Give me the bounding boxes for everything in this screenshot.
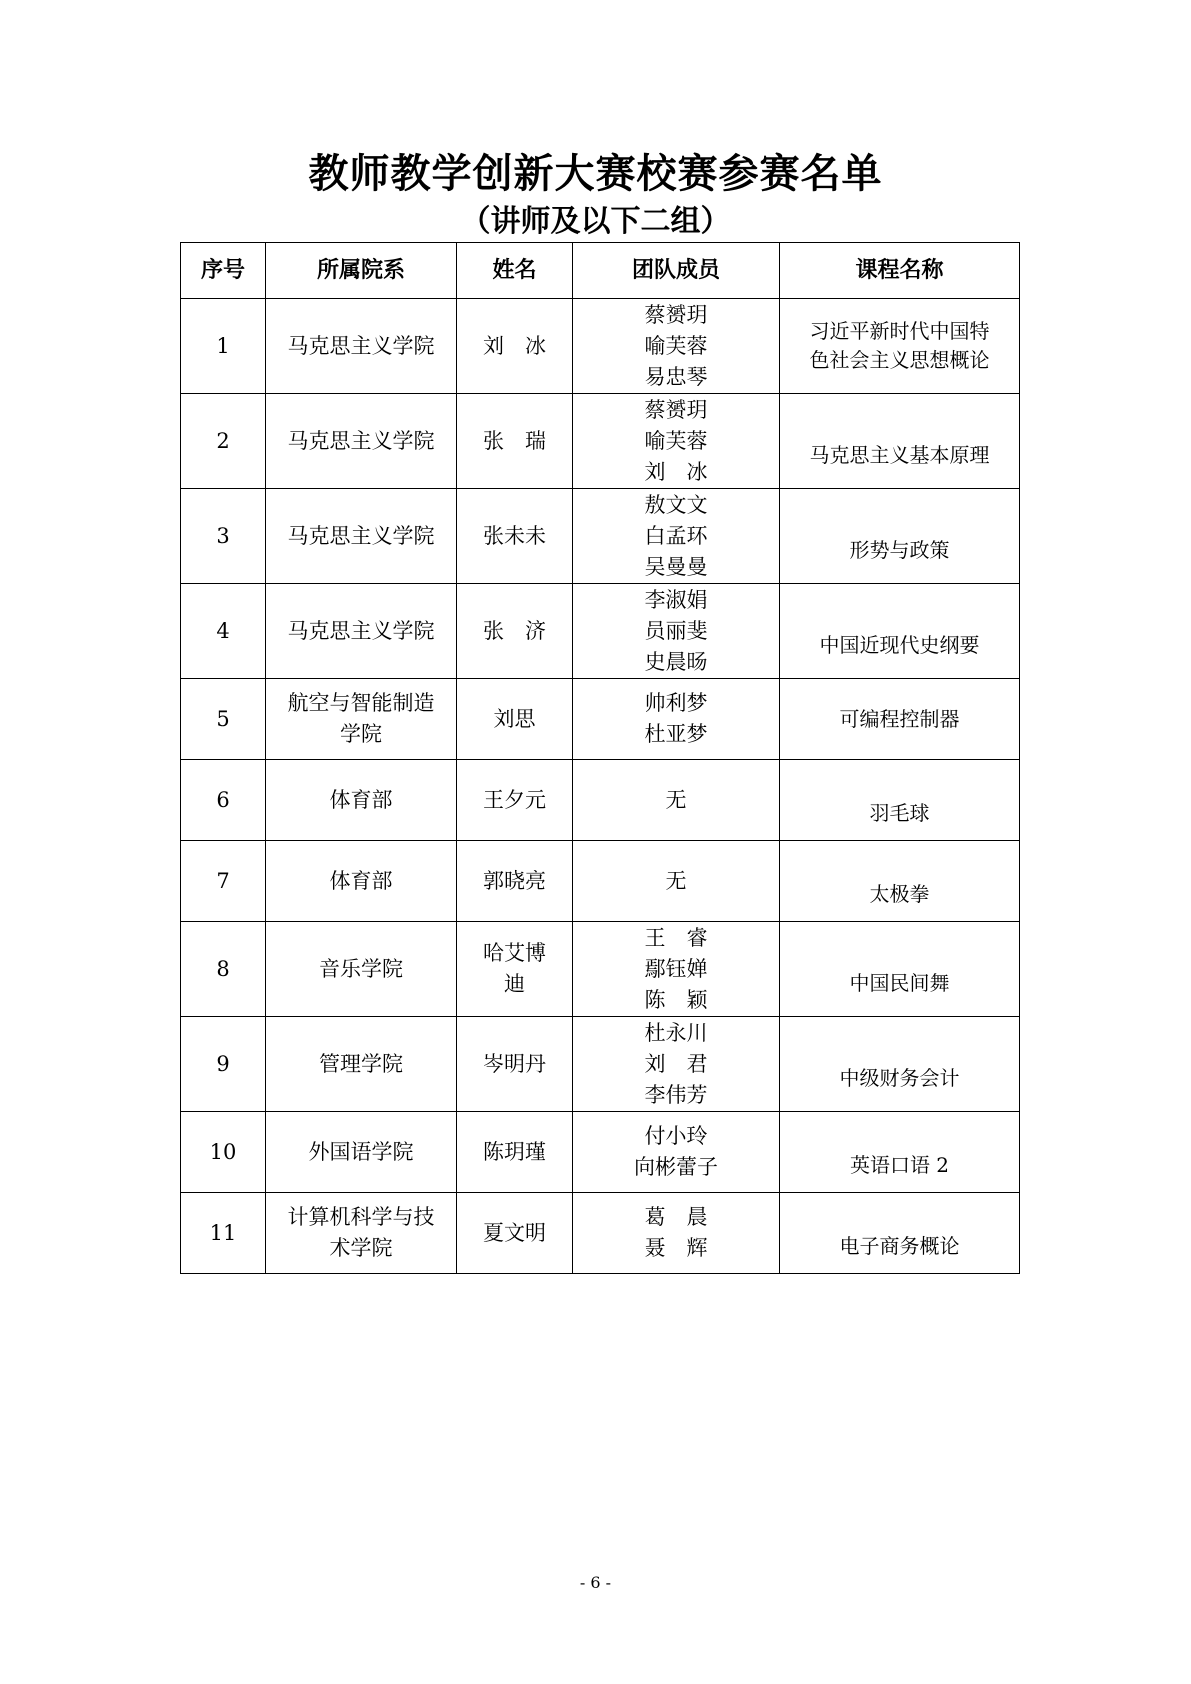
cell-team-members <box>573 394 780 489</box>
cell-department-line: 外国语学院 <box>308 1139 414 1164</box>
table-row <box>181 1017 1020 1112</box>
cell-course-name <box>780 299 1020 394</box>
cell-team-members <box>573 760 780 841</box>
cell-team-members-line: 白孟环 <box>644 523 708 548</box>
cell-department <box>266 1193 457 1274</box>
page-number: - 6 - <box>579 1573 612 1592</box>
cell-team-members-line: 鄢钰婵 <box>644 956 708 981</box>
cell-department <box>266 1017 457 1112</box>
cell-name-line: 刘 冰 <box>483 333 546 358</box>
cell-course-name-line: 中级财务会计 <box>839 1065 960 1090</box>
cell-team-members <box>573 1017 780 1112</box>
cell-name <box>457 489 573 584</box>
roster-table <box>180 242 1020 1274</box>
cell-department <box>266 299 457 394</box>
cell-course-name-line: 马克思主义基本原理 <box>809 442 990 467</box>
cell-team-members <box>573 1112 780 1193</box>
cell-course-name <box>780 584 1020 679</box>
cell-name-line: 郭晓亮 <box>483 868 546 893</box>
cell-index: 3 <box>181 489 266 584</box>
cell-name-line: 张 瑞 <box>483 428 546 453</box>
document-title: 教师教学创新大赛校赛参赛名单 <box>308 151 883 197</box>
cell-index: 4 <box>181 584 266 679</box>
cell-department-line: 体育部 <box>329 868 393 893</box>
table-row <box>181 1112 1020 1193</box>
cell-team-members <box>573 1193 780 1274</box>
cell-team-members <box>573 299 780 394</box>
cell-index: 6 <box>181 760 266 841</box>
cell-name <box>457 1112 573 1193</box>
cell-index: 10 <box>181 1112 266 1193</box>
cell-team-members-line: 刘 冰 <box>644 459 708 484</box>
cell-team-members-line: 向彬蕾子 <box>634 1155 718 1179</box>
cell-team-members-line: 无 <box>665 868 687 893</box>
cell-team-members-line: 李淑娟 <box>644 587 708 612</box>
cell-department-line: 术学院 <box>329 1236 393 1260</box>
table-row <box>181 299 1020 394</box>
cell-team-members-line: 员丽斐 <box>644 618 708 643</box>
cell-index: 11 <box>181 1193 266 1274</box>
cell-team-members-line: 王 睿 <box>644 925 708 950</box>
cell-course-name-line: 中国民间舞 <box>849 970 950 995</box>
cell-department <box>266 679 457 760</box>
cell-team-members-line: 喻芙蓉 <box>644 333 708 358</box>
cell-index: 2 <box>181 394 266 489</box>
cell-team-members-line: 杜亚梦 <box>644 722 708 746</box>
cell-name-line: 张 济 <box>483 618 546 643</box>
cell-team-members-line: 易忠琴 <box>644 364 708 389</box>
cell-name-line: 陈玥瑾 <box>483 1139 546 1164</box>
cell-course-name <box>780 922 1020 1017</box>
cell-course-name-line: 习近平新时代中国特 <box>809 319 990 343</box>
cell-course-name <box>780 1017 1020 1112</box>
cell-name <box>457 841 573 922</box>
cell-index: 7 <box>181 841 266 922</box>
cell-department <box>266 489 457 584</box>
cell-course-name <box>780 841 1020 922</box>
cell-department <box>266 841 457 922</box>
cell-team-members-line: 喻芙蓉 <box>644 428 708 453</box>
cell-team-members-line: 陈 颖 <box>644 987 708 1012</box>
cell-department-line: 马克思主义学院 <box>287 333 435 358</box>
cell-team-members <box>573 679 780 760</box>
cell-course-name <box>780 1112 1020 1193</box>
cell-department-line: 体育部 <box>329 787 393 812</box>
cell-course-name <box>780 394 1020 489</box>
cell-name <box>457 394 573 489</box>
cell-course-name <box>780 1193 1020 1274</box>
cell-name-line: 岑明丹 <box>483 1051 546 1076</box>
cell-index: 5 <box>181 679 266 760</box>
cell-course-name <box>780 760 1020 841</box>
cell-department-line: 马克思主义学院 <box>287 428 435 453</box>
cell-department-line: 马克思主义学院 <box>287 618 435 643</box>
cell-name <box>457 679 573 760</box>
table-row <box>181 760 1020 841</box>
cell-course-name-line: 中国近现代史纲要 <box>819 632 980 657</box>
cell-index: 8 <box>181 922 266 1017</box>
table-row <box>181 394 1020 489</box>
cell-name <box>457 760 573 841</box>
cell-team-members-line: 葛 晨 <box>644 1205 708 1229</box>
cell-team-members <box>573 922 780 1017</box>
cell-department-line: 学院 <box>340 722 382 746</box>
cell-team-members-line: 吴曼曼 <box>644 554 708 579</box>
cell-name-line: 迪 <box>504 972 525 996</box>
table-row <box>181 841 1020 922</box>
cell-team-members-line: 帅利梦 <box>644 691 708 715</box>
cell-department <box>266 394 457 489</box>
document-subtitle: （讲师及以下二组） <box>460 204 731 239</box>
cell-course-name-line: 羽毛球 <box>869 800 930 825</box>
table-row <box>181 489 1020 584</box>
table-row <box>181 679 1020 760</box>
table-row <box>181 584 1020 679</box>
cell-course-name <box>780 489 1020 584</box>
cell-name-line: 哈艾博 <box>483 941 546 965</box>
table-body <box>181 299 1020 1274</box>
cell-course-name-line: 形势与政策 <box>849 537 950 562</box>
cell-name-line: 王夕元 <box>483 787 546 812</box>
cell-department <box>266 1112 457 1193</box>
cell-name <box>457 299 573 394</box>
cell-team-members-line: 付小玲 <box>644 1124 708 1148</box>
cell-team-members-line: 蔡赟玥 <box>644 302 708 327</box>
cell-department-line: 管理学院 <box>319 1051 403 1076</box>
cell-name <box>457 1193 573 1274</box>
cell-team-members-line: 刘 君 <box>644 1051 708 1076</box>
cell-team-members-line: 杜永川 <box>644 1020 708 1045</box>
header-course-name: 课程名称 <box>780 243 1020 299</box>
cell-course-name-line: 电子商务概论 <box>839 1233 960 1258</box>
cell-department <box>266 760 457 841</box>
cell-course-name <box>780 679 1020 760</box>
cell-team-members <box>573 489 780 584</box>
header-index: 序号 <box>181 243 266 299</box>
cell-department-line: 计算机科学与技 <box>287 1205 435 1229</box>
cell-name <box>457 922 573 1017</box>
cell-name-line: 张未未 <box>483 523 546 548</box>
header-department: 所属院系 <box>266 243 457 299</box>
cell-team-members <box>573 841 780 922</box>
cell-course-name-line: 可编程控制器 <box>839 706 960 731</box>
cell-team-members-line: 无 <box>665 787 687 812</box>
cell-name-line: 夏文明 <box>483 1220 546 1245</box>
cell-name <box>457 584 573 679</box>
cell-team-members-line: 史晨旸 <box>644 649 708 674</box>
cell-department-line: 音乐学院 <box>319 956 403 981</box>
table-row <box>181 922 1020 1017</box>
cell-department-line: 马克思主义学院 <box>287 523 435 548</box>
table-header-row <box>181 243 1020 299</box>
cell-name-line: 刘思 <box>493 706 536 731</box>
table-row <box>181 1193 1020 1274</box>
cell-team-members-line: 敖文文 <box>644 492 708 517</box>
cell-team-members-line: 聂 辉 <box>644 1236 708 1260</box>
header-team-members: 团队成员 <box>573 243 780 299</box>
cell-team-members-line: 蔡赟玥 <box>644 397 708 422</box>
cell-team-members <box>573 584 780 679</box>
cell-department <box>266 922 457 1017</box>
cell-index: 9 <box>181 1017 266 1112</box>
cell-index: 1 <box>181 299 266 394</box>
cell-department <box>266 584 457 679</box>
header-name: 姓名 <box>457 243 573 299</box>
cell-course-name-line: 英语口语 2 <box>849 1152 950 1177</box>
cell-team-members-line: 李伟芳 <box>644 1082 708 1107</box>
cell-department-line: 航空与智能制造 <box>287 691 435 715</box>
cell-course-name-line: 太极拳 <box>869 881 930 906</box>
cell-name <box>457 1017 573 1112</box>
cell-course-name-line: 色社会主义思想概论 <box>809 348 990 372</box>
